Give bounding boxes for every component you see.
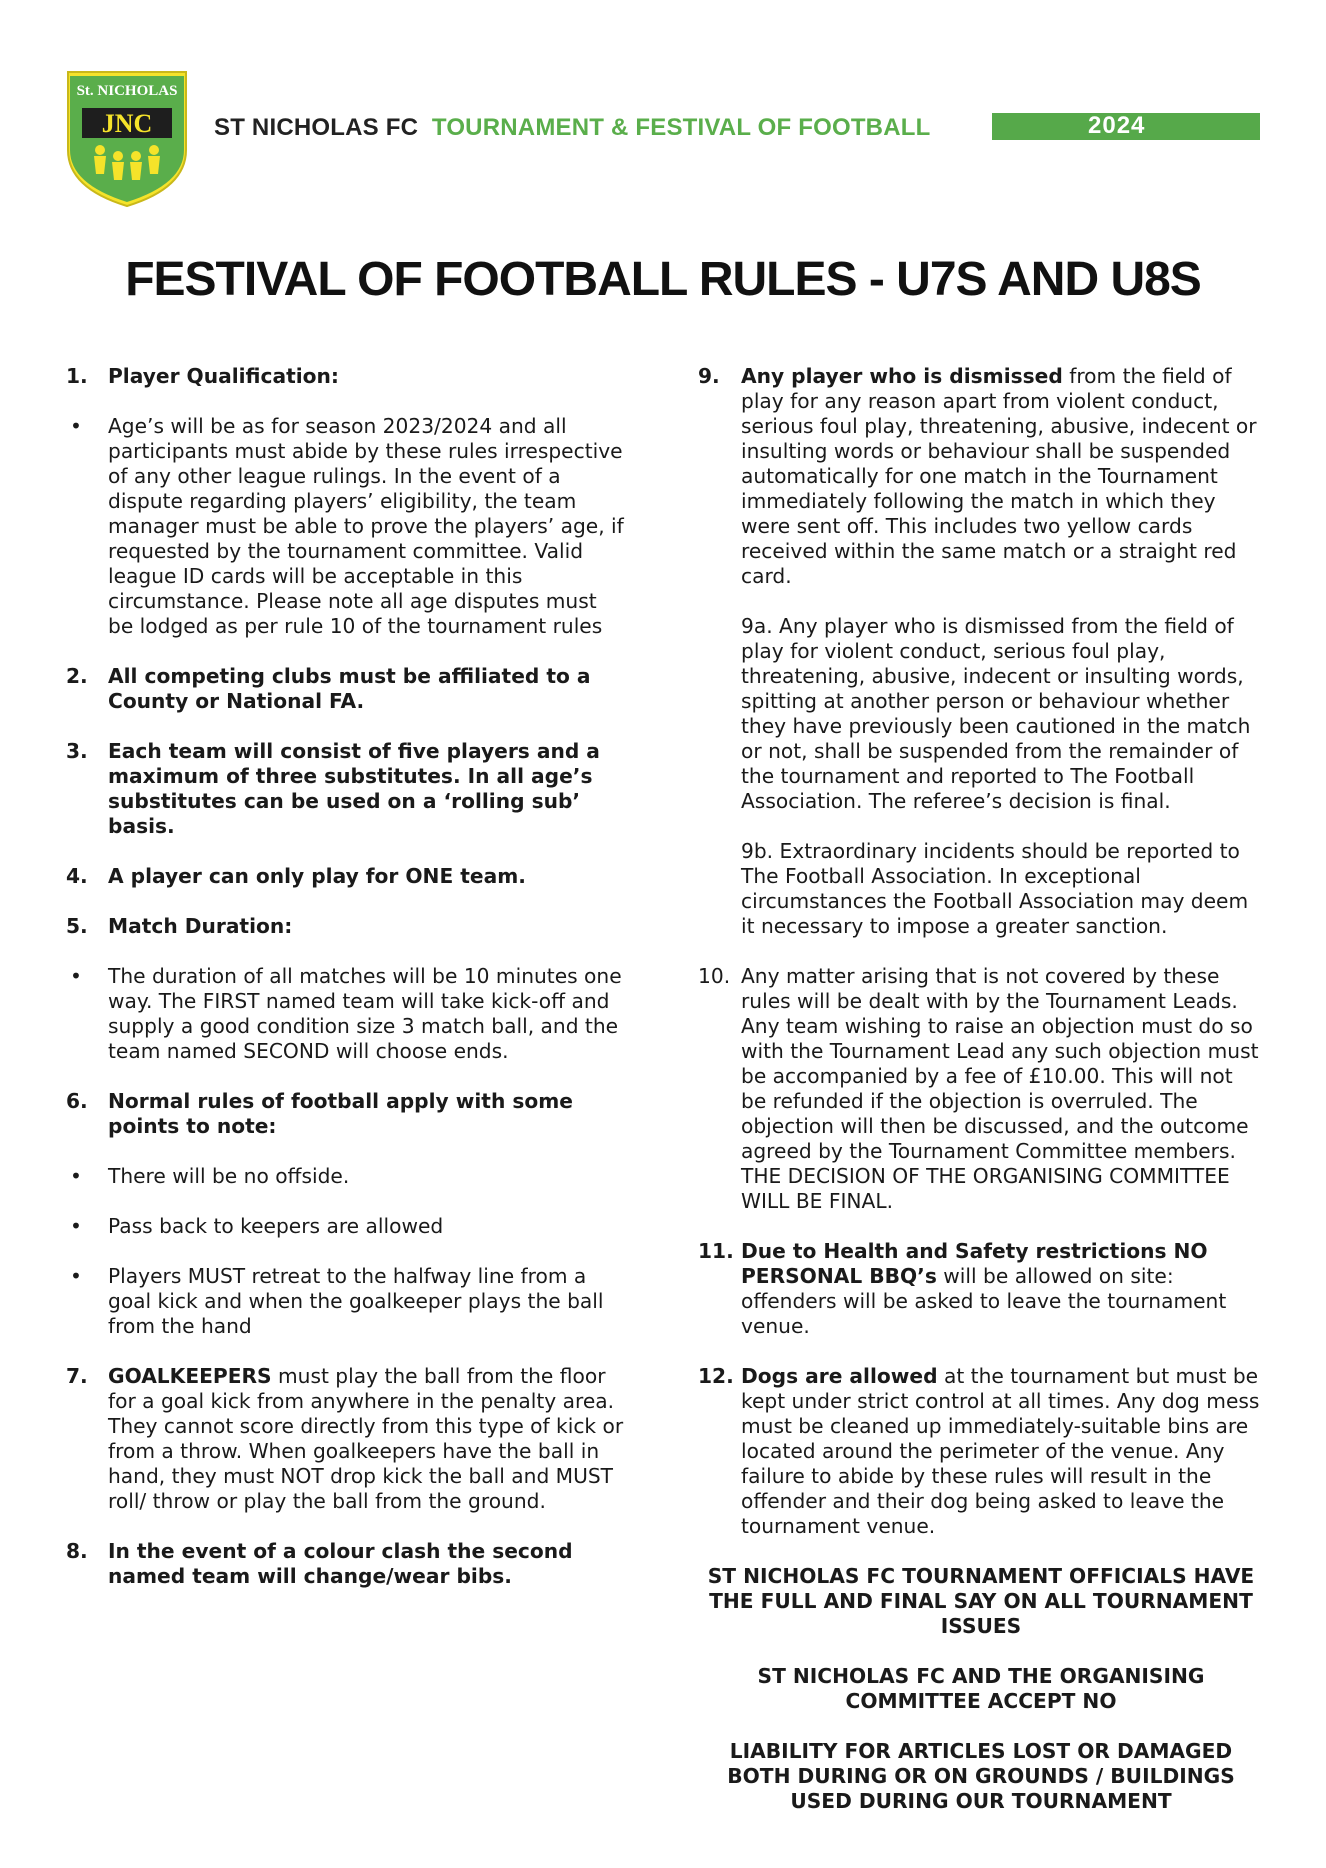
bullet-icon: • [70, 1164, 82, 1188]
bullet-icon: • [70, 1264, 82, 1288]
rule-8 [66, 1539, 626, 1589]
rule-text: from the field of play for any reason apart from violent conduct, serious foul play, threatening, abusive, indecent or insulting words or behaviour shall be suspended automatically for one match in the Tournament immediately following the match in which they were sent off. This includes two yellow cards received within the same match or a straight red card. [741, 364, 1257, 588]
event-name: TOURNAMENT & FESTIVAL OF FOOTBALL [431, 114, 931, 141]
rule-9a: 9a. Any player who is dismissed from the field of play for violent conduct, serious foul play, threatening, abusive, indecent or insulting words, spitting at another person or behaviour whether they have previously been cautioned in the match or not, shall be suspended from the remainder of the tournament and reported to The Football Association. The referee’s decision is final. [741, 614, 1251, 813]
rule-11 [698, 1239, 1264, 1339]
rule-number: 9. [698, 364, 720, 388]
right-column [698, 364, 1264, 1839]
rule-number: 5. [66, 914, 88, 938]
left-column [66, 364, 626, 1614]
header-title [214, 114, 930, 142]
bullet-text: The duration of all matches will be 10 minutes one way. The FIRST named team will take kick-off and supply a good condition size 3 match ball, and the team named SECOND will choose ends. [108, 964, 622, 1063]
rule-10 [698, 964, 1264, 1214]
rule-text: Each team will consist of five players and a maximum of three substitutes. In all age’s substitutes can be used on a ‘rolling sub’ basis. [108, 739, 600, 838]
bullet-text: Age’s will be as for season 2023/2024 and all participants must abide by these rules irrespective of any other league rulings. In the event of a dispute regarding players’ eligibility, the team manager must be able to prove the players’ age, if requested by the tournament committee. Valid league ID cards will be acceptable in this circumstance. Please note all age disputes must be lodged as per rule 10 of the tournament rules [108, 414, 624, 638]
rule-text: must play the ball from the floor for a goal kick from anywhere in the penalty area. They cannot score directly from this type of kick or from a throw. When goalkeepers have the ball in hand, they must NOT drop kick the ball and MUST roll/ throw or play the ball from the ground. [108, 1364, 624, 1513]
svg-text:JNC: JNC [101, 109, 153, 138]
rule-number: 7. [66, 1364, 88, 1388]
rule-text: A player can only play for ONE team. [108, 864, 526, 888]
rule-bold-text: Any player who is dismissed [741, 364, 1063, 388]
rule-12 [698, 1364, 1264, 1539]
rule-text: Player Qualification: [108, 364, 339, 388]
rule-number: 12. [698, 1364, 734, 1388]
rule-6 [66, 1089, 626, 1139]
bullet-item [66, 1164, 626, 1189]
rule-5 [66, 914, 626, 939]
year-label: 2024 [1088, 112, 1146, 139]
rule-number: 4. [66, 864, 88, 888]
rule-number: 6. [66, 1089, 88, 1113]
bullet-icon: • [70, 964, 82, 988]
rule-4 [66, 864, 626, 889]
rule-number: 1. [66, 364, 88, 388]
bullet-item [66, 1214, 626, 1239]
crest-text: St. NICHOLAS [76, 83, 178, 99]
rule-2 [66, 664, 626, 714]
rule-bold-text: Dogs are allowed [741, 1364, 938, 1388]
bullet-text: Players MUST retreat to the halfway line from a goal kick and when the goalkeeper plays the ball from the hand [108, 1264, 604, 1338]
bullet-icon: • [70, 1214, 82, 1238]
rule-text: at the tournament but must be kept under strict control at all times. Any dog mess must be cleaned up immediately-suitable bins are located around the perimeter of the venue. Any failure to abide by these rules will result in the offender and their dog being asked to leave the tournament venue. [741, 1364, 1260, 1538]
rule-text: Any matter arising that is not covered by these rules will be dealt with by the Tournament Leads. Any team wishing to raise an objection must do so with the Tournament Lead any such objection must be accompanied by a fee of £10.00. This will not be refunded if the objection is overruled. The objection will then be discussed, and the outcome agreed by the Tournament Committee members. THE DECISION OF THE ORGANISING COMMITTEE WILL BE FINAL. [741, 964, 1259, 1213]
rule-text: All competing clubs must be affiliated to a County or National FA. [108, 664, 591, 713]
page-title: FESTIVAL OF FOOTBALL RULES - U7S AND U8S [125, 253, 1201, 306]
rule-bold-text: GOALKEEPERS [108, 1364, 272, 1388]
rule-text: will be allowed on site: offenders will be asked to leave the tournament venue. [741, 1264, 1227, 1338]
bullet-item [66, 1264, 626, 1339]
rule-1 [66, 364, 626, 389]
rule-bold-text: Due to Health and Safety restrictions NO PERSONAL BBQ’s [741, 1239, 1208, 1288]
footer-notice-committee: ST NICHOLAS FC AND THE ORGANISING COMMITTEE ACCEPT NO [757, 1664, 1205, 1713]
rule-text: Match Duration: [108, 914, 293, 938]
rule-9b: 9b. Extraordinary incidents should be reported to The Football Association. In exceptional circumstances the Football Association may deem it necessary to impose a greater sanction. [741, 839, 1249, 938]
club-name: ST NICHOLAS FC [214, 114, 419, 141]
rule-7 [66, 1364, 626, 1514]
rule-text: In the event of a colour clash the second named team will change/wear bibs. [108, 1539, 573, 1588]
footer-notice-liability: LIABILITY FOR ARTICLES LOST OR DAMAGED BOTH DURING OR ON GROUNDS / BUILDINGS USED DURING OUR TOURNAMENT [727, 1739, 1235, 1813]
bullet-text: There will be no offside. [108, 1164, 350, 1188]
footer-notice-officials: ST NICHOLAS FC TOURNAMENT OFFICIALS HAVE THE FULL AND FINAL SAY ON ALL TOURNAMENT ISSUES [707, 1564, 1255, 1638]
rule-number: 3. [66, 739, 88, 763]
bullet-text: Pass back to keepers are allowed [108, 1214, 444, 1238]
bullet-item [66, 964, 626, 1064]
bullet-icon: • [70, 414, 82, 438]
rule-number: 10. [698, 964, 731, 988]
rule-3 [66, 739, 626, 839]
bullet-item [66, 414, 626, 639]
club-crest-logo [66, 70, 188, 208]
rule-number: 2. [66, 664, 88, 688]
rule-number: 11. [698, 1239, 734, 1263]
rule-number: 8. [66, 1539, 88, 1563]
rule-9 [698, 364, 1264, 939]
rule-text: Normal rules of football apply with some points to note: [108, 1089, 573, 1138]
